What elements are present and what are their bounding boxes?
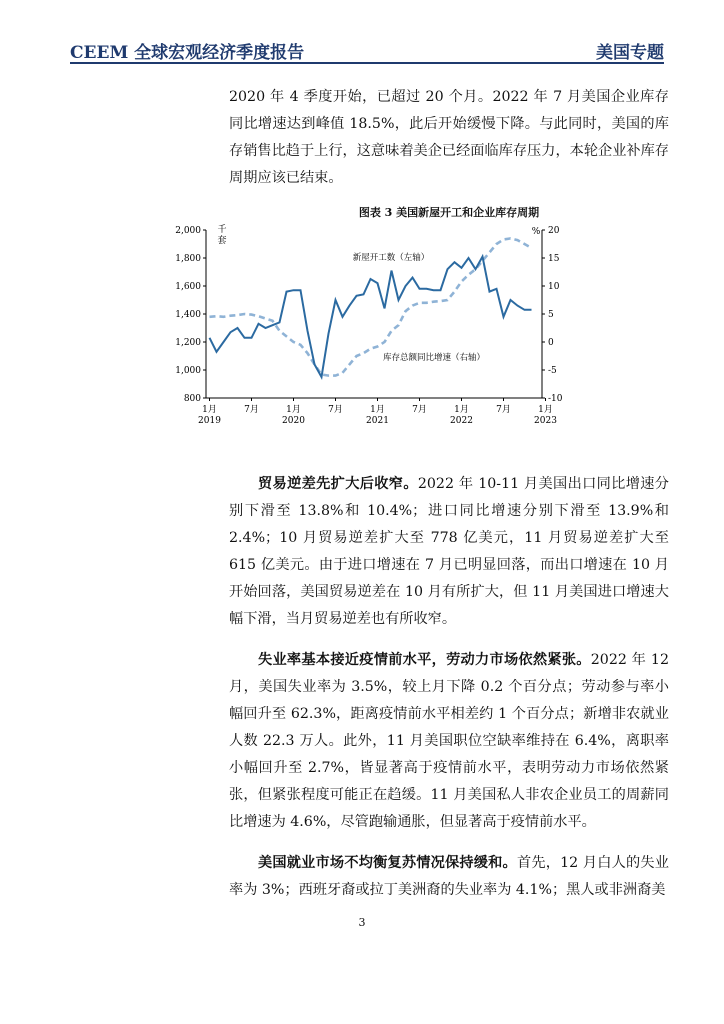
x-month-label: 1月	[454, 405, 469, 415]
right-axis-ticks	[542, 226, 563, 404]
paragraph-lead: 美国就业市场不均衡复苏情况保持缓和。	[258, 855, 517, 871]
right-tick-label: 0	[548, 338, 554, 348]
x-month-label: 7月	[496, 405, 511, 415]
paragraph-employment-recovery	[229, 850, 669, 904]
page-number: 3	[358, 916, 366, 929]
x-year-label: 2021	[366, 416, 389, 426]
right-tick-label: 15	[548, 254, 560, 264]
x-axis-ticks	[198, 398, 557, 426]
left-axis-ticks	[175, 226, 206, 404]
right-unit-label: %	[531, 227, 541, 237]
page-header	[70, 36, 664, 64]
paragraph-body: 2022 年 10-11 月美国出口同比增速分别下滑至 13.8%和 10.4%；进口同比增速分别下滑至 13.9%和 2.4%；10 月贸易逆差扩大至 778 亿美元，11 月贸易逆差扩大至 615 亿美元。由于进口增速在 7 月已明显回落，而出口增速在 10 月开始回落，美国贸易逆差在 10 月有所扩大，但 11 月美国进口增速大幅下滑，当月贸易逆差也有所收窄。	[229, 476, 669, 627]
right-tick-label: 5	[548, 310, 554, 320]
left-tick-label: 1,600	[175, 282, 201, 292]
left-tick-label: 1,200	[175, 338, 201, 348]
x-month-label: 1月	[538, 405, 553, 415]
starts-inventory-chart	[162, 220, 572, 440]
left-tick-label: 1,400	[175, 310, 201, 320]
left-tick-label: 2,000	[175, 226, 201, 236]
inventory-series-label: 库存总额同比增速（右轴）	[382, 353, 486, 363]
right-tick-label: 20	[548, 226, 560, 236]
x-year-label: 2019	[198, 416, 221, 426]
x-month-label: 7月	[412, 405, 427, 415]
left-tick-label: 1,800	[175, 254, 201, 264]
left-tick-label: 800	[183, 394, 201, 404]
starts-series-label: 新屋开工数（左轴）	[352, 253, 430, 263]
section-title: 美国专题	[596, 43, 664, 63]
x-month-label: 1月	[202, 405, 217, 415]
paragraph-labor-market	[229, 647, 669, 836]
report-title: CEEM 全球宏观经济季度报告	[70, 43, 305, 63]
x-year-label: 2022	[450, 416, 473, 426]
paragraph-body: 2022 年 12 月，美国失业率为 3.5%，较上月下降 0.2 个百分点；劳动参与率小幅回升至 62.3%，距离疫情前水平相差约 1 个百分点；新增非农就业人数 22.3 万人。此外，11 月美国职位空缺率维持在 6.4%，离职率小幅回升至 2.7%，皆显著高于疫情前水平，表明劳动力市场依然紧张，但紧张程度可能正在趋缓。11 月美国私人非农企业员工的周薪同比增速为 4.6%，尽管跑输通胀，但显著高于疫情前水平。	[229, 652, 669, 830]
right-tick-label: -10	[548, 394, 563, 404]
paragraph-lead: 贸易逆差先扩大后收窄。	[258, 476, 418, 492]
x-month-label: 1月	[286, 405, 301, 415]
x-month-label: 7月	[244, 405, 259, 415]
x-year-label: 2023	[534, 416, 557, 426]
left-tick-label: 1,000	[175, 366, 201, 376]
x-year-label: 2020	[282, 416, 305, 426]
paragraph-trade-deficit	[229, 471, 669, 633]
x-month-label: 7月	[328, 405, 343, 415]
paragraph-inventory-cycle: 2020 年 4 季度开始，已超过 20 个月。2022 年 7 月美国企业库存同比增速达到峰值 18.5%，此后开始缓慢下降。与此同时，美国的库存销售比趋于上行，这意味着美企已经面临库存压力，本轮企业补库存周期应该已结束。	[229, 89, 669, 186]
paragraph-lead: 失业率基本接近疫情前水平，劳动力市场依然紧张。	[258, 652, 591, 668]
paragraph-body: 首先，12 月白人的失业率为 3%；西班牙裔或拉丁美洲裔的失业率为 4.1%；黑人或非洲裔美	[229, 855, 669, 898]
right-tick-label: 10	[548, 282, 560, 292]
left-unit-label: 千套	[217, 225, 227, 246]
header-rule	[70, 62, 664, 64]
x-month-label: 1月	[370, 405, 385, 415]
figure-caption: 图表 3 美国新屋开工和企业库存周期	[358, 206, 540, 219]
right-tick-label: -5	[548, 366, 557, 376]
